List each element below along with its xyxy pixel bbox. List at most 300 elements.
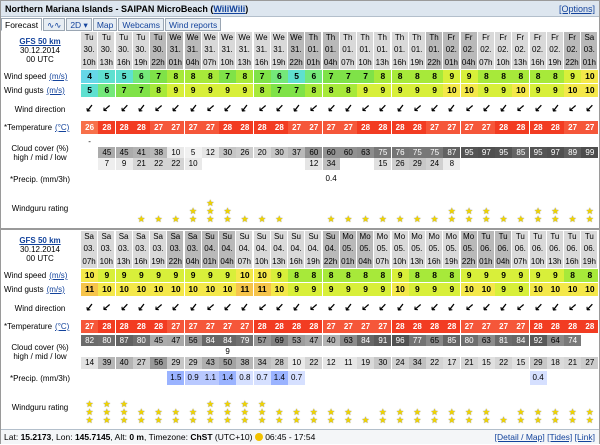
cloud-mid-row-cell xyxy=(409,346,426,357)
rating-row-cell xyxy=(271,190,288,226)
temperature-row-cell: 27 xyxy=(340,320,357,333)
precip-text: *Precip. (mm/3h) xyxy=(9,373,70,383)
cloud-high-row-cell: 84 xyxy=(357,335,374,346)
cloud-low-row-cell: 30 xyxy=(374,357,391,369)
options-link[interactable]: [Options] xyxy=(558,4,595,14)
cloud-mid-row-cell: 75 xyxy=(409,147,426,158)
wind-arrow-icon: ↙ xyxy=(171,301,181,315)
wind-gusts-row-cell: 8 xyxy=(305,84,322,97)
rating-row-cell xyxy=(202,387,219,427)
cloud-mid-row xyxy=(81,147,599,158)
wind-speed-row-cell: 8 xyxy=(495,70,512,83)
wind-arrow-icon: ↙ xyxy=(585,301,595,315)
wind-gusts-row-cell: 10 xyxy=(133,283,150,296)
wind-speed-row-cell: 9 xyxy=(530,269,547,282)
precip-row-cell xyxy=(374,172,391,186)
day-row-cell: Tu xyxy=(478,231,495,243)
rating-star-icon: ★ xyxy=(223,415,232,425)
wind-speed-row-cell: 10 xyxy=(254,269,271,282)
wind-arrow-icon: ↙ xyxy=(205,102,216,116)
rating-text: Windguru rating xyxy=(11,402,69,412)
cloud-high-row-cell xyxy=(530,136,547,147)
wind-gusts-row-cell: 10 xyxy=(581,283,598,296)
cloud-high-row-cell: 77 xyxy=(409,335,426,346)
day-row-cell: Sa xyxy=(167,231,184,243)
rating-row-cell xyxy=(185,190,202,226)
rating-star-icon: ★ xyxy=(430,407,439,417)
cloud-high-row-cell xyxy=(271,136,288,147)
temperature-row-cell: 28 xyxy=(530,320,547,333)
wind-speed-row-cell: 9 xyxy=(443,70,460,83)
hour-row-cell: 22h xyxy=(461,255,478,268)
rating-row-cell xyxy=(357,190,374,226)
wind-gusts-row-cell: 9 xyxy=(357,283,374,296)
rating-row-cell xyxy=(305,387,322,427)
wind-gusts-row-cell: 10 xyxy=(443,84,460,97)
ms-unit-link[interactable]: (m/s) xyxy=(49,271,68,280)
rating-star-icon: ★ xyxy=(396,214,405,224)
wind-gusts-row-cell: 9 xyxy=(495,283,512,296)
date-row-cell: 02. xyxy=(547,44,564,56)
hour-row-cell: 19h xyxy=(547,56,564,69)
cloud-mid-row-cell: 41 xyxy=(133,147,150,158)
cloud-high-row-cell xyxy=(461,136,478,147)
cloud-high-row-cell: 84 xyxy=(219,335,236,346)
wind-gusts-row-cell: 7 xyxy=(133,84,150,97)
wind-gusts-row-cell: 10 xyxy=(564,283,581,296)
latitude: 15.2173 xyxy=(20,432,52,442)
cloud-mid-row-cell: 12 xyxy=(202,147,219,158)
rating-row-cell xyxy=(98,190,115,226)
rating-star-icon: ★ xyxy=(585,214,594,224)
hour-row-cell: 22h xyxy=(323,255,340,268)
precip-row-cell xyxy=(133,371,150,385)
model-link[interactable]: GFS 50 km xyxy=(19,235,61,245)
wind-gusts-row-cell: 11 xyxy=(236,283,253,296)
cloud-high-row-cell: 69 xyxy=(271,335,288,346)
wind-arrow-icon: ↙ xyxy=(119,301,129,315)
rating-row-cell xyxy=(288,190,305,226)
date-row xyxy=(81,243,599,255)
rating-row-cell xyxy=(409,190,426,226)
rating-star-icon: ★ xyxy=(413,415,422,425)
temperature-row-cell: 28 xyxy=(426,320,443,333)
rating-star-icon: ★ xyxy=(189,407,198,417)
cloud-low-row-cell: 12 xyxy=(305,158,322,170)
cloud-low-row xyxy=(81,357,599,369)
cloud-mid-row-cell xyxy=(323,346,340,357)
wind-gusts-row-cell: 10 xyxy=(185,283,202,296)
cloud-low-row-cell: 19 xyxy=(357,357,374,369)
day-row-cell: Mo xyxy=(461,231,478,243)
ms-unit-link[interactable]: (m/s) xyxy=(46,86,65,95)
celsius-unit-link[interactable]: (°C) xyxy=(55,123,70,132)
cloud-mid-row-cell xyxy=(150,346,167,357)
rating-star-icon: ★ xyxy=(189,214,198,224)
rating-star-icon: ★ xyxy=(327,415,336,425)
precip-row-cell xyxy=(357,371,374,385)
footer: Lat: 15.2173, Lon: 145.7145, Alt: 0 m, Timezone: ChST (UTC+10) 06:45 - 17:54 [Detail / Map] [Tides] [Link] xyxy=(1,429,599,444)
rating-row-cell xyxy=(202,190,219,226)
rating-star-icon: ★ xyxy=(447,415,456,425)
wind-arrow-icon: ↙ xyxy=(101,102,112,116)
precip-row-cell xyxy=(305,172,322,186)
cloud-high-row-cell xyxy=(254,136,271,147)
rating-star-icon: ★ xyxy=(516,214,525,224)
temperature-row-cell: 28 xyxy=(409,320,426,333)
rating-star-icon: ★ xyxy=(465,206,474,216)
rating-row-cell xyxy=(478,190,495,226)
rating-star-icon: ★ xyxy=(551,415,560,425)
day-row-cell: Mo xyxy=(340,231,357,243)
temperature-row-cell: 28 xyxy=(98,121,115,134)
precip-row xyxy=(81,371,599,385)
wind-gusts-row-cell: 10 xyxy=(98,283,115,296)
cloud-high-row-cell xyxy=(98,136,115,147)
detail-map-link[interactable]: [Detail / Map] xyxy=(494,432,545,442)
date-row-cell: 31. xyxy=(185,44,202,56)
wind-speed-row-cell: 9 xyxy=(98,269,115,282)
cloud-mid-row-cell xyxy=(581,346,598,357)
cloud-high-row-cell: 64 xyxy=(547,335,564,346)
rating-star-icon: ★ xyxy=(206,206,215,216)
date-row-cell: 04. xyxy=(288,243,305,255)
cloud-low-row-cell xyxy=(530,158,547,170)
cloud-high-row-cell xyxy=(478,136,495,147)
wind-speed-row-cell: 9 xyxy=(461,269,478,282)
wind-arrow-icon: ↙ xyxy=(187,102,199,116)
rating-row-cell xyxy=(374,387,391,427)
wind-speed-row-cell: 4 xyxy=(81,70,98,83)
forecast-block-2 xyxy=(1,231,599,428)
precip-row-cell xyxy=(392,371,409,385)
tab-2d[interactable]: 2D ▾ xyxy=(66,18,92,31)
cloud-low-row-cell xyxy=(254,158,271,170)
temperature-row-cell: 27 xyxy=(150,121,167,134)
rating-star-icon: ★ xyxy=(413,407,422,417)
temperature-row-cell: 28 xyxy=(254,121,271,134)
wind-gusts-row-cell: 9 xyxy=(305,283,322,296)
rating-row-cell xyxy=(81,190,98,226)
cloud-mid-row-cell: 95 xyxy=(461,147,478,158)
temperature-row-cell: 27 xyxy=(581,121,598,134)
rating-star-icon: ★ xyxy=(189,206,198,216)
wind-gusts-row-cell: 9 xyxy=(426,283,443,296)
rating-star-icon: ★ xyxy=(551,206,560,216)
date-row-cell: 30. xyxy=(133,44,150,56)
date-row-cell: 02. xyxy=(461,44,478,56)
rating-row-cell xyxy=(150,387,167,427)
precip-row-cell xyxy=(254,172,271,186)
wind-gusts-row-cell: 9 xyxy=(392,84,409,97)
wind-arrow-icon: ↙ xyxy=(342,102,354,116)
rating-star-icon: ★ xyxy=(258,415,267,425)
wind-direction-row xyxy=(81,100,599,118)
rating-star-icon: ★ xyxy=(430,214,439,224)
forecast-date: 30.12.2014 xyxy=(19,45,61,55)
timezone-offset: (UTC+10) xyxy=(214,432,253,442)
cloud-low-row-cell: 17 xyxy=(443,357,460,369)
cloud-low-row-cell: 22 xyxy=(167,158,184,170)
cloud-mid-row-cell: 76 xyxy=(392,147,409,158)
hour-row-cell: 07h xyxy=(202,56,219,69)
temperature-row-cell: 27 xyxy=(323,121,340,134)
cloud-high-row-cell xyxy=(288,136,305,147)
temperature-row-cell: 28 xyxy=(581,320,598,333)
hour-row-cell: 13h xyxy=(116,255,133,268)
date-row-cell: 01. xyxy=(426,44,443,56)
cloud-mid-row-cell: 20 xyxy=(254,147,271,158)
wind-gusts-row-cell: 7 xyxy=(116,84,133,97)
rating-star-icon: ★ xyxy=(102,399,111,409)
rating-row-cell xyxy=(185,387,202,427)
wind-gusts-row-cell: 9 xyxy=(219,84,236,97)
date-row-cell: 04. xyxy=(236,243,253,255)
tab-forecast[interactable]: Forecast xyxy=(1,18,42,31)
wind-direction-label xyxy=(1,299,79,317)
model-link[interactable]: GFS 50 km xyxy=(19,36,61,46)
wiliwili-link[interactable]: WiliWili xyxy=(213,4,246,14)
wind-arrow-icon: ↙ xyxy=(342,301,354,315)
wind-arrow-icon: ↙ xyxy=(515,102,526,116)
wind-arrow-icon: ↙ xyxy=(533,102,543,116)
cloud-cover-text: Cloud cover (%) xyxy=(11,144,69,153)
wind-gusts-row-cell: 10 xyxy=(392,283,409,296)
wind-gusts-row-cell: 10 xyxy=(478,283,495,296)
cloud-mid-row-cell: 30 xyxy=(219,147,236,158)
rating-row-cell xyxy=(357,387,374,427)
temperature-row-cell: 27 xyxy=(478,320,495,333)
day-row-cell: We xyxy=(288,32,305,44)
cloud-high-row-cell xyxy=(512,136,529,147)
precip-row-cell: 0.7 xyxy=(254,371,271,385)
wind-gusts-row-cell: 9 xyxy=(185,84,202,97)
wind-gusts-row-cell: 9 xyxy=(495,84,512,97)
wind-gusts-row-cell: 10 xyxy=(271,283,288,296)
precip-row-cell xyxy=(547,371,564,385)
precip-row-cell xyxy=(116,172,133,186)
wind-speed-row-cell: 8 xyxy=(392,70,409,83)
precip-row-cell xyxy=(357,172,374,186)
temperature-row-cell: 27 xyxy=(81,320,98,333)
rating-star-icon: ★ xyxy=(292,415,301,425)
wind-arrow-icon: ↙ xyxy=(308,301,319,315)
temperature-row-cell: 27 xyxy=(305,121,322,134)
cloud-mid-row-cell xyxy=(478,346,495,357)
date-row-cell: 02. xyxy=(495,44,512,56)
day-row-cell: Tu xyxy=(581,231,598,243)
date-row-cell: 04. xyxy=(323,243,340,255)
rating-star-icon: ★ xyxy=(516,415,525,425)
cloud-mid-row-cell xyxy=(98,346,115,357)
wind-gusts-row-cell: 9 xyxy=(167,84,184,97)
precip-row-cell: 1.5 xyxy=(167,371,184,385)
cloud-low-row-cell: 21 xyxy=(564,357,581,369)
wind-arrow-icon: ↙ xyxy=(498,301,509,315)
temperature-row-cell: 28 xyxy=(236,121,253,134)
cloud-high-row-cell xyxy=(340,136,357,147)
cloud-mid-row-cell xyxy=(392,346,409,357)
rating-star-icon: ★ xyxy=(154,415,163,425)
wind-speed-row-cell: 9 xyxy=(478,269,495,282)
cloud-mid-row-cell: 30 xyxy=(271,147,288,158)
hour-row-cell: 13h xyxy=(547,255,564,268)
day-row xyxy=(81,231,599,243)
rating-star-icon: ★ xyxy=(292,407,301,417)
cloud-mid-row-cell xyxy=(374,346,391,357)
precip-row-cell: 0.9 xyxy=(185,371,202,385)
wind-arrow-icon: ↙ xyxy=(515,301,526,315)
cloud-high-row xyxy=(81,335,599,346)
tab-webcams[interactable]: Webcams xyxy=(118,18,164,31)
cloud-high-row-cell: 53 xyxy=(288,335,305,346)
rating-row-cell xyxy=(305,190,322,226)
wind-gusts-row-cell: 8 xyxy=(323,84,340,97)
wind-speed-row-cell: 9 xyxy=(461,70,478,83)
wind-gusts-row-cell: 10 xyxy=(530,283,547,296)
hour-row-cell: 01h xyxy=(443,56,460,69)
cloud-cover-text: Cloud cover (%) xyxy=(11,343,69,352)
ms-unit-link[interactable]: (m/s) xyxy=(49,72,68,81)
day-row-cell: Tu xyxy=(150,32,167,44)
wind-speed-text: Wind speed xyxy=(4,72,47,81)
wind-arrow-icon: ↙ xyxy=(101,301,112,315)
rating-star-icon: ★ xyxy=(137,214,146,224)
date-row-cell: 03. xyxy=(133,243,150,255)
wind-arrow-icon: ↙ xyxy=(481,102,492,116)
wind-speed-row-cell: 7 xyxy=(340,70,357,83)
rating-row-cell xyxy=(81,387,98,427)
cloud-mid-row-cell xyxy=(357,346,374,357)
day-row-cell: Fr xyxy=(547,32,564,44)
wind-gusts-label xyxy=(1,84,79,97)
precip-row-cell xyxy=(409,371,426,385)
wind-gusts-row-cell: 10 xyxy=(116,283,133,296)
wind-speed-row-cell: 8 xyxy=(305,269,322,282)
wind-speed-row-cell: 8 xyxy=(426,70,443,83)
cloud-high-row-cell xyxy=(374,136,391,147)
date-row-cell: 06. xyxy=(564,243,581,255)
rating-star-icon: ★ xyxy=(534,206,543,216)
cloud-mid-row xyxy=(81,346,599,357)
celsius-unit-link[interactable]: (°C) xyxy=(55,322,70,331)
wind-gusts-row-cell: 9 xyxy=(323,283,340,296)
wind-arrow-icon: ↙ xyxy=(135,102,147,116)
cloud-mid-row-cell xyxy=(426,346,443,357)
cloud-low-row-cell: 18 xyxy=(547,357,564,369)
wind-speed-row-cell: 9 xyxy=(564,70,581,83)
temperature-row-cell: 27 xyxy=(443,121,460,134)
rating-star-icon: ★ xyxy=(258,407,267,417)
cloud-low-row-cell: 22 xyxy=(305,357,322,369)
title-bar: Northern Mariana Islands - SAIPAN MicroBeach (WiliWili) [Options] xyxy=(1,1,599,17)
hour-row-cell: 01h xyxy=(581,56,598,69)
cloud-low-row-cell: 50 xyxy=(219,357,236,369)
precip-label xyxy=(1,172,79,186)
cloud-high-row-cell: 63 xyxy=(340,335,357,346)
wind-arrow-icon: ↙ xyxy=(446,102,458,116)
precip-row-cell xyxy=(426,371,443,385)
rating-row-cell xyxy=(167,190,184,226)
wind-gusts-row-cell: 9 xyxy=(374,84,391,97)
temperature-row-cell: 28 xyxy=(150,320,167,333)
wind-speed-row-cell: 8 xyxy=(323,269,340,282)
forecast-utc: 00 UTC xyxy=(26,54,54,64)
cloud-mid-row-cell: 45 xyxy=(116,147,133,158)
rating-row-cell xyxy=(288,387,305,427)
temperature-row-cell: 27 xyxy=(426,121,443,134)
day-row-cell: Tu xyxy=(98,32,115,44)
wind-arrow-icon: ↙ xyxy=(326,301,336,315)
hour-row-cell: 13h xyxy=(271,255,288,268)
wind-speed-row-cell: 8 xyxy=(530,70,547,83)
rating-star-icon: ★ xyxy=(551,214,560,224)
wind-gusts-row-cell: 9 xyxy=(426,84,443,97)
date-row-cell: 06. xyxy=(512,243,529,255)
temperature-row-cell: 28 xyxy=(530,121,547,134)
cloud-low-row-cell xyxy=(581,158,598,170)
tab-wind-reports[interactable]: Wind reports xyxy=(165,18,221,31)
tab-graph[interactable]: ∿∿ xyxy=(43,18,65,31)
wind-arrow-icon: ↙ xyxy=(498,102,509,116)
cloud-low-row-cell: 21 xyxy=(133,158,150,170)
temperature-row xyxy=(81,121,599,134)
tides-link[interactable]: [Tides] xyxy=(547,432,573,442)
rating-star-icon: ★ xyxy=(206,214,215,224)
day-row-cell: Sa xyxy=(98,231,115,243)
wind-speed-row-cell: 8 xyxy=(288,269,305,282)
wind-arrow-icon: ↙ xyxy=(394,301,406,315)
hour-row-cell: 22h xyxy=(150,56,167,69)
day-row-cell: Fr xyxy=(564,32,581,44)
temperature-row-cell: 28 xyxy=(512,121,529,134)
rating-star-icon: ★ xyxy=(568,407,577,417)
wind-speed-row-cell: 5 xyxy=(98,70,115,83)
rating-row-cell xyxy=(564,190,581,226)
rating-row-cell xyxy=(116,387,133,427)
wind-speed-row-cell: 7 xyxy=(323,70,340,83)
rating-star-icon: ★ xyxy=(585,407,594,417)
cloud-mid-row-cell: 9 xyxy=(225,347,230,356)
wind-arrow-icon: ↙ xyxy=(378,102,388,116)
rating-star-icon: ★ xyxy=(361,214,370,224)
date-row-cell: 03. xyxy=(81,243,98,255)
rating-row-cell xyxy=(340,190,357,226)
rating-star-icon: ★ xyxy=(465,214,474,224)
link-link[interactable]: [Link] xyxy=(574,432,595,442)
day-row-cell: Tu xyxy=(81,32,98,44)
cloud-high-row-cell xyxy=(357,136,374,147)
wind-speed-row-cell: 9 xyxy=(547,269,564,282)
cloud-mid-row-cell: 95 xyxy=(530,147,547,158)
cloud-mid-row-cell xyxy=(530,346,547,357)
hour-row-cell: 04h xyxy=(323,56,340,69)
rating-row-cell xyxy=(581,387,598,427)
rating-star-icon: ★ xyxy=(275,214,284,224)
wind-gusts-row-cell: 8 xyxy=(340,84,357,97)
date-row-cell: 06. xyxy=(495,243,512,255)
date-row-cell: 31. xyxy=(202,44,219,56)
cloud-high-row xyxy=(81,136,599,147)
precip-row-cell xyxy=(185,172,202,186)
tab-map[interactable]: Map xyxy=(93,18,118,31)
date-row-cell: 05. xyxy=(426,243,443,255)
wind-gusts-row-cell: 9 xyxy=(512,283,529,296)
rating-star-icon: ★ xyxy=(396,415,405,425)
temperature-row-cell: 27 xyxy=(478,121,495,134)
ms-unit-link[interactable]: (m/s) xyxy=(46,285,65,294)
date-row-cell: 01. xyxy=(392,44,409,56)
